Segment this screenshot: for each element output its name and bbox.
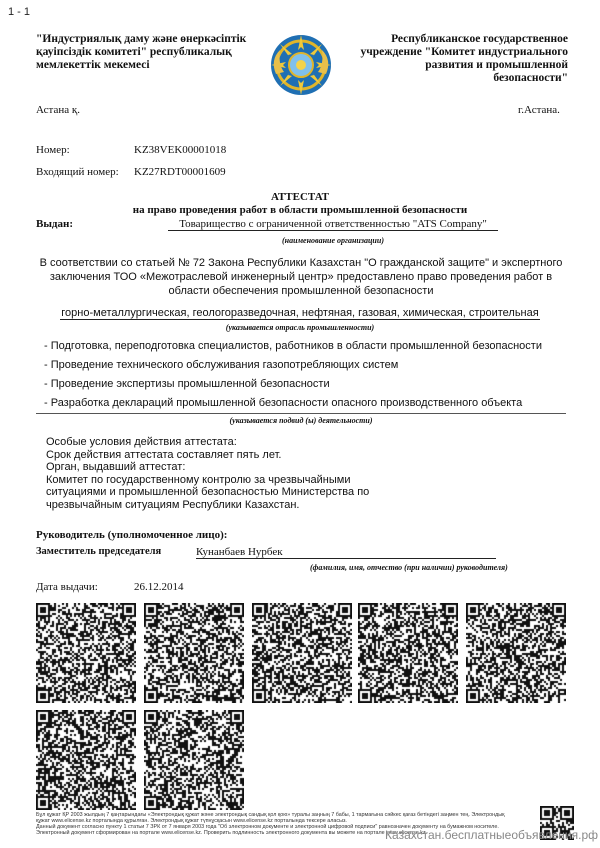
special-conditions [46,436,376,512]
qr-code-icon [358,603,458,703]
activity-item: - Подготовка, переподготовка специалистов, работников в области промышленной безопасности [44,340,542,352]
watermark: Казахстан.бесплатныеобъявления.рф [385,828,598,842]
left-organization-name: "Индустриялық даму және өнеркәсіптік қауіпсіздік комитеті" республикалық мемлекеттік мекемесі [36,33,247,71]
qr-code-icon [144,603,244,703]
deputy-label: Заместитель председателя [36,546,162,557]
condition-line: Особые условия действия аттестата: [46,436,237,448]
activity-caption: (указывается подвид (ы) деятельности) [229,416,373,425]
divider [36,413,566,414]
certificate-title: АТТЕСТАТ [270,191,330,203]
basis-paragraph: В соответствии со статьей № 72 Закона Республики Казахстан "О гражданской защите" и экспертного заключения ТОО «Межотраслевой инженерный центр» предоставлено право проведения работ в области обеспечения промышленной безопасности [39,257,563,297]
issued-to-organization: Товарищество с ограниченной ответственностью "ATS Company" [168,218,498,231]
right-organization-name: Республиканское государственное учреждение "Комитет индустриального развития и промышленной безопасности" [360,33,568,84]
head-label: Руководитель (уполномоченное лицо): [36,529,228,541]
qr-code-icon [466,603,566,703]
qr-code-icon [144,710,244,810]
issued-label: Выдан: [36,218,73,230]
city-left: Астана қ. [36,104,80,116]
condition-line: Комитет по государственному контролю за чрезвычайными [46,473,351,486]
incoming-number-value: KZ27RDT00001609 [134,166,226,178]
number-value: KZ38VEK00001018 [134,144,227,156]
footer-ru-note: Данный документ согласно пункту 1 статьи 7 ЗРК от 7 января 2003 года "Об электронном документе и электронной цифровой подписи" равнозначен документу на бумажном носителе. Электронный документ сформирован на портале www.elicense.kz. Проверить подлинность электронного документа вы можете на портале www.elicense.kz. [36,824,499,836]
incoming-number-label: Входящий номер: [36,166,119,178]
industry-caption: (указывается отрасль промышленности) [225,323,375,332]
head-caption: (фамилия, имя, отчество (при наличии) руководителя) [310,563,508,572]
activity-list [44,339,584,415]
number-label: Номер: [36,144,70,156]
certificate-subtitle: на право проведения работ в области промышленной безопасности [132,204,468,216]
footer-kz-note: Бұл құжат ҚР 2003 жылдың 7 қаңтарындағы «Электрондық құжат және электрондық сандық қол қою» туралы заңның 7 бабы, 1 тармағына сәйкес қағаз бетіндегі заңмен тең. Электрондық құжат www.elicense.kz порталында құрылған. Электрондық құжат түпнұсқасын www.elicense.kz порталында тексере аласыз. [36,812,505,824]
qr-code-icon [36,603,136,703]
city-right: г.Астана. [518,104,560,116]
activity-item: - Проведение экспертизы промышленной безопасности [44,378,330,390]
condition-line: чрезвычайным ситуациям Республики Казахстан. [46,498,300,511]
condition-line: Орган, выдавший аттестат: [46,461,186,474]
activity-item: - Разработка деклараций промышленной безопасности опасного производственного объекта [44,397,523,409]
kazakhstan-emblem-icon [266,30,336,100]
activity-item: - Проведение технического обслуживания газопотребляющих систем [44,359,399,371]
issue-date-label: Дата выдачи: [36,581,98,593]
deputy-name: Кунанбаев Нурбек [196,546,496,559]
qr-code-icon [36,710,136,810]
organization-caption: (наименование организации) [282,236,384,245]
qr-code-icon [252,603,352,703]
condition-line: Срок действия аттестата составляет пять лет. [46,448,282,461]
issue-date-value: 26.12.2014 [134,581,184,593]
page-number: 1 - 1 [8,6,31,18]
condition-line: ситуациями и промышленной безопасностью Министерства по [46,486,370,499]
industry-list: горно-металлургическая, геологоразведочная, нефтяная, газовая, химическая, строительная [61,307,539,319]
